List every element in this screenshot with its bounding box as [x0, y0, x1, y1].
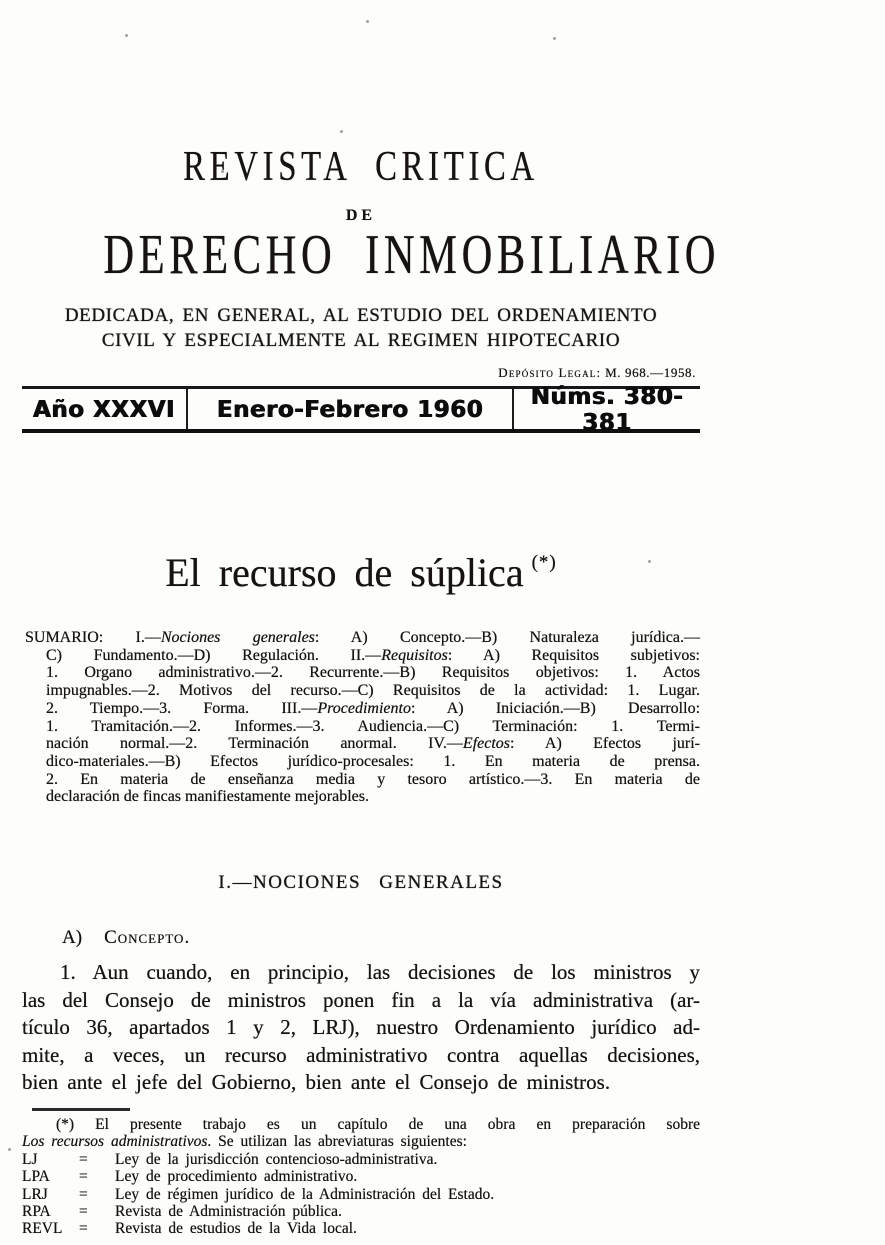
sumario-line: nación normal.—2. Terminación anormal. IV.—Efectos: A) Efectos jurí- — [46, 735, 701, 753]
article-footnote-mark: (*) — [531, 551, 557, 573]
subsection-label: A) — [62, 927, 83, 948]
issue-date: Enero-Febrero 1960 — [186, 389, 514, 429]
sumario-line: C) Fundamento.—D) Regulación. II.—Requisitos: A) Requisitos subjetivos: — [46, 646, 700, 664]
issue-banner — [22, 383, 700, 436]
sumario-line: SUMARIO: I.—Nociones generales: A) Concepto.—B) Naturaleza jurídica.— — [25, 629, 700, 646]
equals-sign: = — [79, 1185, 88, 1203]
footnote-text — [22, 1116, 700, 1238]
sumario-line: 1. Tramitación.—2. Informes.—3. Audiencia.—C) Terminación: 1. Termi- — [46, 717, 700, 735]
issue-year: Año XXXVI — [32, 396, 176, 423]
abbreviation-row — [22, 1203, 700, 1220]
article-title — [22, 549, 700, 596]
paragraph-line: las del Consejo de ministros ponen fin a la vía administrativa (ar- — [22, 987, 700, 1012]
footnote-intro-line: Los recursos administrativos. Se utilizan las abreviaturas siguientes: — [22, 1133, 467, 1151]
abbreviation-row — [22, 1151, 700, 1168]
equals-sign: = — [79, 1203, 88, 1221]
article-title-text: El recurso de súplica — [165, 550, 524, 595]
paragraph-line: 1. Aun cuando, en principio, las decisiones de los ministros y — [60, 960, 700, 984]
subsection-title: Concepto. — [104, 927, 191, 948]
abbreviation-key: LJ — [22, 1150, 38, 1168]
deposito-legal-value: M. 968.—1958. — [605, 365, 696, 380]
scan-speck — [553, 37, 556, 40]
scan-speck — [366, 20, 369, 23]
body-paragraph — [22, 959, 700, 1097]
scan-speck — [340, 130, 343, 133]
issue-numbers: Núms. 380-381 — [530, 383, 684, 436]
paragraph-line: tículo 36, apartados 1 y 2, LRJ), nuestro Ordenamiento jurídico ad- — [22, 1015, 700, 1039]
journal-subtitle — [22, 303, 700, 353]
abbreviation-definition: Ley de procedimiento administrativo. — [115, 1168, 358, 1186]
sumario-line: declaración de fincas manifiestamente mejorables. — [46, 788, 369, 806]
footnote-intro-line: (*) El presente trabajo es un capítulo de una obra en preparación sobre — [56, 1116, 700, 1133]
deposito-legal-label: Depósito Legal: — [498, 365, 602, 380]
sumario-line: 2. En materia de enseñanza media y tesoro artístico.—3. En materia de — [46, 770, 700, 788]
journal-subtitle-line2: CIVIL Y ESPECIALMENTE AL REGIMEN HIPOTECARIO — [101, 330, 621, 351]
paragraph-line: bien ante el jefe del Gobierno, bien ante el Consejo de ministros. — [22, 1070, 611, 1094]
sumario-line: 2. Tiempo.—3. Forma. III.—Procedimiento: A) Iniciación.—B) Desarrollo: — [46, 699, 701, 717]
sumario-block — [22, 629, 700, 806]
footnote-separator-rule — [32, 1108, 130, 1111]
sumario-line: impugnables.—2. Motivos del recurso.—C) Requisitos de la actividad: 1. Lugar. — [46, 682, 700, 700]
abbreviation-definition: Revista de Administración pública. — [115, 1203, 342, 1221]
abbreviation-key: REVL — [22, 1220, 63, 1238]
journal-title-line1: REVISTA CRITICA — [183, 144, 539, 190]
sumario-line: dico-materiales.—B) Efectos jurídico-procesales: 1. En materia de prensa. — [46, 752, 700, 770]
abbreviation-key: RPA — [22, 1203, 51, 1221]
scan-speck — [125, 34, 128, 37]
journal-title-line2: DERECHO INMOBILIARIO — [103, 224, 721, 286]
abbreviation-row — [22, 1220, 700, 1237]
abbreviation-row — [22, 1186, 700, 1203]
equals-sign: = — [79, 1168, 88, 1186]
abbreviation-definition: Revista de estudios de la Vida local. — [115, 1220, 357, 1238]
deposito-legal — [22, 365, 700, 381]
section-heading: I.—NOCIONES GENERALES — [218, 872, 504, 893]
sumario-line: 1. Organo administrativo.—2. Recurrente.—B) Requisitos objetivos: 1. Actos — [46, 664, 700, 682]
scan-speck — [8, 1148, 11, 1151]
abbreviation-key: LRJ — [22, 1185, 48, 1203]
abbreviation-definition: Ley de la jurisdicción contencioso-administrativa. — [115, 1150, 438, 1168]
equals-sign: = — [79, 1220, 88, 1238]
abbreviation-row — [22, 1168, 700, 1185]
journal-subtitle-line1: DEDICADA, EN GENERAL, AL ESTUDIO DEL ORDENAMIENTO — [64, 305, 658, 326]
journal-title-connector: DE — [345, 207, 377, 224]
subsection-heading — [22, 927, 700, 949]
abbreviation-key: LPA — [22, 1168, 50, 1186]
paragraph-line: mite, a veces, un recurso administrativo contra aquellas decisiones, — [22, 1042, 700, 1067]
abbreviation-definition: Ley de régimen jurídico de la Administración del Estado. — [115, 1185, 495, 1203]
equals-sign: = — [79, 1150, 88, 1168]
